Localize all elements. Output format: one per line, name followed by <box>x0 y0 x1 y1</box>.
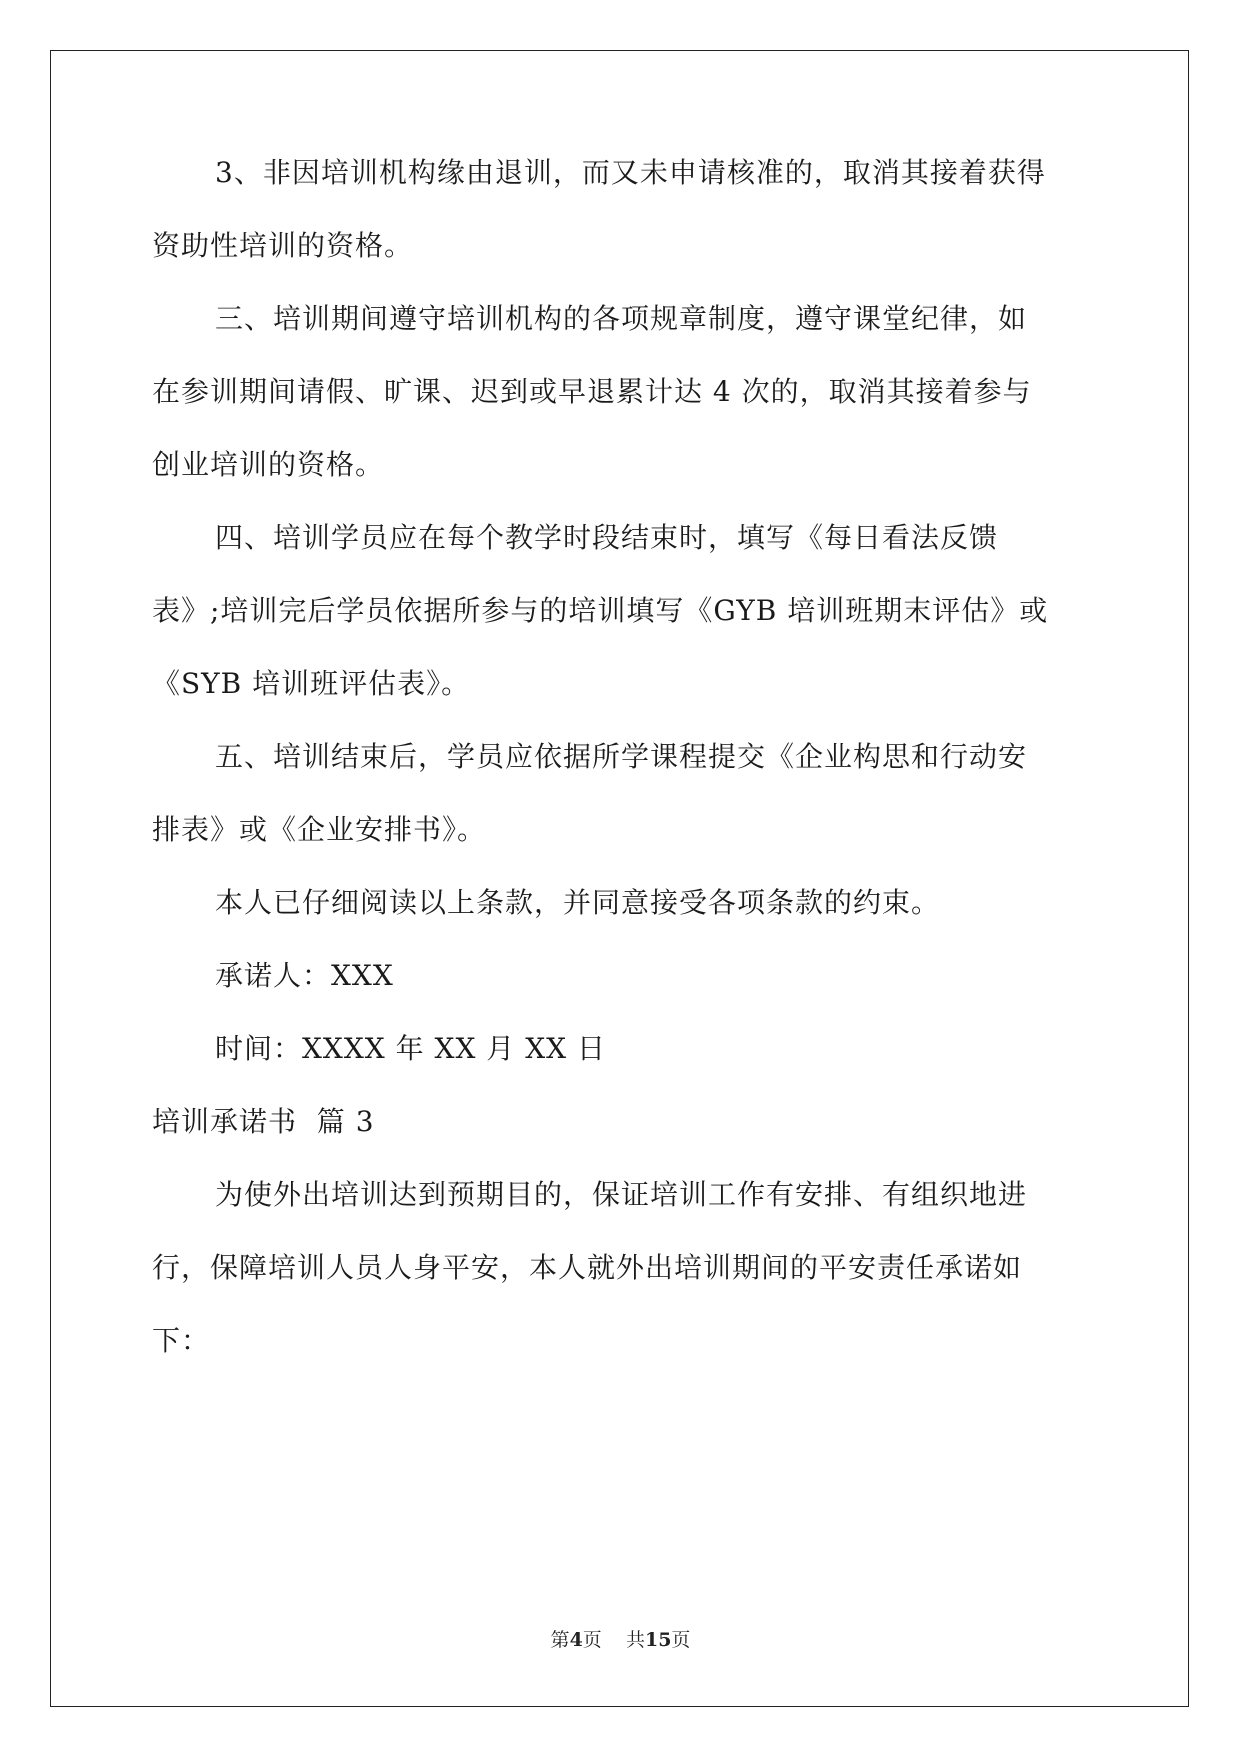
paragraph-line: 资助性培训的资格。 <box>152 229 414 262</box>
page-footer <box>0 1625 1241 1652</box>
paragraph-line: 表》;培训完后学员依据所参与的培训填写《GYB 培训班期末评估》或 <box>152 594 1049 627</box>
paragraph-line: 3、非因培训机构缘由退训，而又未申请核准的，取消其接着获得 <box>215 156 1046 189</box>
paragraph-line: 三、培训期间遵守培训机构的各项规章制度，遵守课堂纪律，如 <box>215 302 1028 335</box>
promisor-signature: 承诺人：XXX <box>215 959 394 992</box>
paragraph-line: 五、培训结束后，学员应依据所学课程提交《企业构思和行动安 <box>215 740 1028 773</box>
footer-prefix: 第 <box>550 1629 570 1651</box>
total-pages-number: 15 <box>644 1629 672 1651</box>
footer-suffix: 页 <box>671 1629 691 1651</box>
paragraph-line: 创业培训的资格。 <box>152 448 385 481</box>
paragraph-line: 排表》或《企业安排书》。 <box>152 813 487 846</box>
agreement-statement: 本人已仔细阅读以上条款，并同意接受各项条款的约束。 <box>215 886 941 919</box>
signing-date: 时间：XXXX 年 XX 月 XX 日 <box>215 1032 606 1065</box>
paragraph-line: 《SYB 培训班评估表》。 <box>152 667 471 700</box>
chapter-title: 培训承诺书 篇 3 <box>152 1105 375 1138</box>
paragraph-line: 在参训期间请假、旷课、迟到或早退累计达 4 次的，取消其接着参与 <box>152 375 1032 408</box>
paragraph-line: 下： <box>152 1324 211 1357</box>
footer-middle: 页 共 <box>582 1629 645 1651</box>
current-page-number: 4 <box>569 1629 583 1651</box>
paragraph-line: 四、培训学员应在每个教学时段结束时，填写《每日看法反馈 <box>215 521 999 554</box>
paragraph-line: 行，保障培训人员人身平安，本人就外出培训期间的平安责任承诺如 <box>152 1251 1023 1284</box>
paragraph-line: 为使外出培训达到预期目的，保证培训工作有安排、有组织地进 <box>215 1178 1028 1211</box>
